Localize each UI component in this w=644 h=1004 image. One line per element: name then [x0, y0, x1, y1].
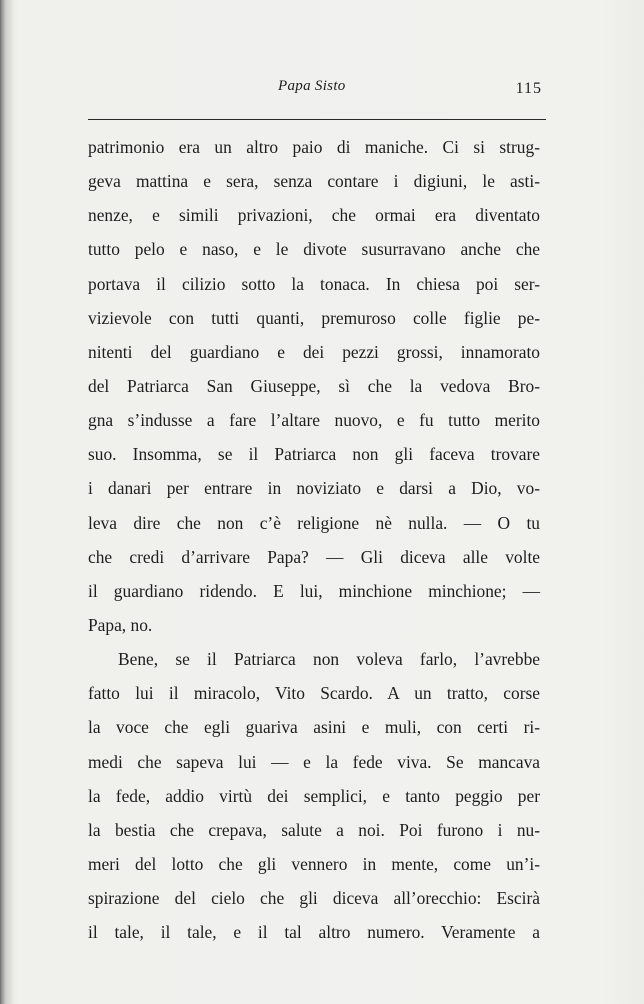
- header-rule: [88, 119, 546, 120]
- text-line: vizievole con tutti quanti, premuroso colle figlie pe-: [88, 307, 540, 328]
- text-line: meri del lotto che gli vennero in mente, come un’i-: [88, 853, 540, 874]
- text-line: la voce che egli guariva asini e muli, con certi ri-: [88, 717, 540, 738]
- text-line: portava il cilizio sotto la tonaca. In chiesa poi ser-: [88, 273, 540, 294]
- text-line: suo. Insomma, se il Patriarca non gli faceva trovare: [88, 444, 540, 465]
- text-line: gna s’indusse a fare l’altare nuovo, e fu tutto merito: [88, 410, 540, 431]
- text-line: nitenti del guardiano e dei pezzi grossi, innamorato: [88, 341, 540, 362]
- text-line: la bestia che crepava, salute a noi. Poi furono i nu-: [88, 819, 540, 840]
- text-line: fatto lui il miracolo, Vito Scardo. A un tratto, corse: [88, 683, 540, 704]
- text-line: del Patriarca San Giuseppe, sì che la vedova Bro-: [88, 375, 540, 396]
- body-text: [88, 130, 540, 949]
- text-line: il tale, il tale, e il tal altro numero. Veramente a: [88, 922, 540, 943]
- text-line: medi che sapeva lui — e la fede viva. Se mancava: [88, 751, 540, 772]
- text-line: geva mattina e sera, senza contare i digiuni, le asti-: [88, 171, 540, 192]
- text-line: leva dire che non c’è religione nè nulla. — O tu: [88, 512, 540, 533]
- running-title: Papa Sisto: [278, 78, 346, 94]
- text-line: la fede, addio virtù dei semplici, e tanto peggio per: [88, 785, 540, 806]
- text-line: spirazione del cielo che gli diceva all’orecchio: Escirà: [88, 888, 540, 909]
- text-line: patrimonio era un altro paio di maniche. Ci si strug-: [88, 137, 540, 157]
- text-line: che credi d’arrivare Papa? — Gli diceva alle volte: [88, 546, 540, 567]
- page-header: [88, 78, 544, 102]
- text-line: nenze, e simili privazioni, che ormai era diventato: [88, 205, 540, 226]
- page-binding-edge: [0, 0, 14, 1004]
- text-line: i danari per entrare in noviziato e darsi a Dio, vo-: [88, 478, 540, 499]
- page-number: 115: [515, 80, 542, 97]
- text-line: Papa, no.: [88, 614, 153, 635]
- text-line: Bene, se il Patriarca non voleva farlo, l’avrebbe: [118, 649, 540, 670]
- text-line: tutto pelo e naso, e le divote susurravano anche che: [88, 239, 540, 260]
- text-line: il guardiano ridendo. E lui, minchione minchione; —: [88, 580, 540, 601]
